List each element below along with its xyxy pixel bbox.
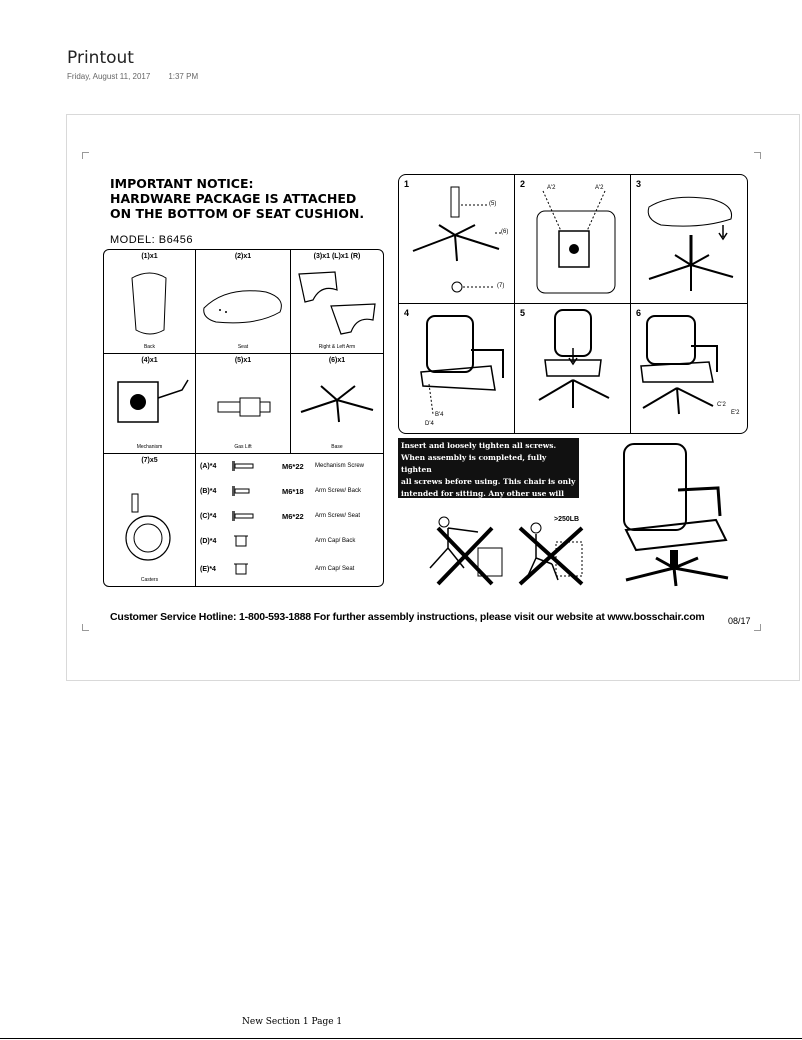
notice-line: IMPORTANT NOTICE: — [110, 176, 254, 191]
part-name: Back — [143, 344, 156, 350]
step-number: 5 — [520, 308, 526, 318]
page-date: Friday, August 11, 2017 — [67, 72, 151, 81]
part-name: Base — [331, 444, 343, 450]
screw-icon — [232, 511, 254, 521]
crop-mark — [754, 624, 761, 631]
part-cell — [104, 454, 196, 586]
screw-icon — [232, 486, 254, 496]
warning-line: void the warranty. — [401, 501, 477, 510]
bottom-divider — [0, 1038, 802, 1039]
crop-mark — [754, 152, 761, 159]
part-qty: (5)x1 — [234, 357, 252, 364]
caster-illustration — [104, 468, 196, 578]
step3-illustration — [631, 175, 747, 304]
hardware-id: (E)*4 — [200, 565, 216, 573]
warning-line: Insert and loosely tighten all screws. — [401, 441, 557, 450]
step2-illustration — [515, 175, 631, 304]
callout-label: B'4 — [435, 412, 444, 418]
callout-label: (5) — [489, 201, 497, 207]
back-illustration — [104, 260, 196, 350]
part-name: Right & Left Arm — [318, 344, 356, 350]
crop-mark — [82, 624, 89, 631]
step4-illustration — [399, 304, 515, 433]
mechanism-illustration — [104, 364, 196, 450]
part-qty: (6)x1 — [328, 357, 346, 364]
part-qty: (3)x1 (L)x1 (R) — [313, 253, 361, 260]
callout-label: A'2 — [547, 185, 556, 191]
gas-lift-illustration — [196, 364, 291, 450]
page-header — [67, 48, 198, 81]
customer-service-line: Customer Service Hotline: 1-800-593-1888 For further assembly instructions, please visit our website at www.bosschair.com — [110, 611, 705, 623]
weight-limit-label: >250LB — [554, 516, 580, 523]
hardware-id: (B)*4 — [200, 487, 217, 495]
hardware-id: (C)*4 — [200, 512, 217, 520]
page-meta — [67, 72, 198, 81]
step6-illustration — [631, 304, 747, 433]
hardware-desc: Arm Screw/ Back — [315, 488, 362, 494]
part-qty: (1)x1 — [141, 253, 158, 260]
hardware-size: M6*22 — [282, 511, 304, 521]
assembly-steps — [398, 174, 748, 434]
callout-label: C'2 — [717, 402, 726, 408]
page-number: New Section 1 Page 1 — [242, 1017, 343, 1027]
warning-notice — [398, 438, 579, 510]
hardware-row — [200, 484, 362, 498]
hardware-size: M6*18 — [282, 486, 304, 496]
warning-line: intended for sitting. Any other use will — [401, 489, 564, 498]
part-name: Mechanism — [136, 444, 163, 450]
step5-illustration — [515, 304, 631, 433]
part-cell — [291, 250, 383, 354]
model-number: MODEL: B6456 — [110, 234, 194, 246]
arms-illustration — [291, 260, 383, 350]
part-qty: (7)x5 — [141, 457, 158, 464]
callout-label: E'2 — [731, 410, 740, 416]
hardware-id: (A)*4 — [200, 462, 217, 470]
hardware-size: M6*22 — [282, 461, 304, 471]
step-number: 6 — [636, 308, 642, 318]
step-number: 1 — [404, 179, 410, 189]
part-qty: (4)x1 — [141, 357, 158, 364]
page-title: Printout — [67, 48, 134, 68]
hardware-row — [200, 509, 361, 523]
hardware-desc: Arm Screw/ Seat — [315, 513, 361, 519]
hardware-desc: Arm Cap/ Back — [315, 538, 356, 544]
crop-mark — [82, 152, 89, 159]
callout-label: (7) — [497, 283, 505, 289]
seat-illustration — [196, 260, 291, 350]
no-leaning-illustration — [418, 508, 508, 588]
step-panel — [515, 304, 631, 433]
hardware-row — [200, 562, 355, 576]
step-panel — [631, 304, 747, 433]
callout-label: (6) — [501, 229, 509, 235]
callout-label: D'4 — [425, 421, 434, 427]
part-cell — [104, 250, 196, 354]
part-cell — [291, 354, 383, 454]
warning-line: all screws before using. This chair is only — [401, 477, 576, 486]
part-cell — [104, 354, 196, 454]
arm-cap-icon — [232, 535, 254, 547]
base-illustration — [291, 364, 383, 450]
important-notice — [110, 176, 364, 221]
assembled-chair-illustration — [616, 440, 736, 590]
step-number: 2 — [520, 179, 526, 189]
arm-cap-icon — [232, 563, 254, 575]
part-qty: (2)x1 — [234, 253, 252, 260]
hardware-row — [200, 459, 365, 473]
hardware-id: (D)*4 — [200, 537, 217, 545]
notice-line: ON THE BOTTOM OF SEAT CUSHION. — [110, 206, 365, 221]
page-time: 1:37 PM — [168, 72, 199, 81]
notice-line: HARDWARE PACKAGE IS ATTACHED — [110, 191, 357, 206]
hardware-desc: Mechanism Screw — [315, 463, 365, 469]
step-number: 4 — [404, 308, 410, 318]
step-panel — [399, 175, 515, 304]
hardware-row — [200, 534, 356, 548]
step-panel — [631, 175, 747, 304]
screw-icon — [232, 461, 254, 471]
part-name: Gas Lift — [234, 444, 252, 450]
hardware-desc: Arm Cap/ Seat — [315, 566, 355, 572]
part-name: Seat — [237, 344, 249, 350]
part-name: Casters — [140, 577, 159, 583]
step-number: 3 — [636, 179, 642, 189]
step-panel — [515, 175, 631, 304]
callout-label: A'2 — [595, 185, 604, 191]
part-cell — [196, 250, 291, 354]
part-cell — [196, 354, 291, 454]
no-overweight-illustration — [512, 508, 592, 588]
revision-code: 08/17 — [728, 616, 751, 626]
warning-line: When assembly is completed, fully tighten — [401, 453, 547, 474]
parts-list — [103, 249, 384, 587]
step-panel — [399, 304, 515, 433]
